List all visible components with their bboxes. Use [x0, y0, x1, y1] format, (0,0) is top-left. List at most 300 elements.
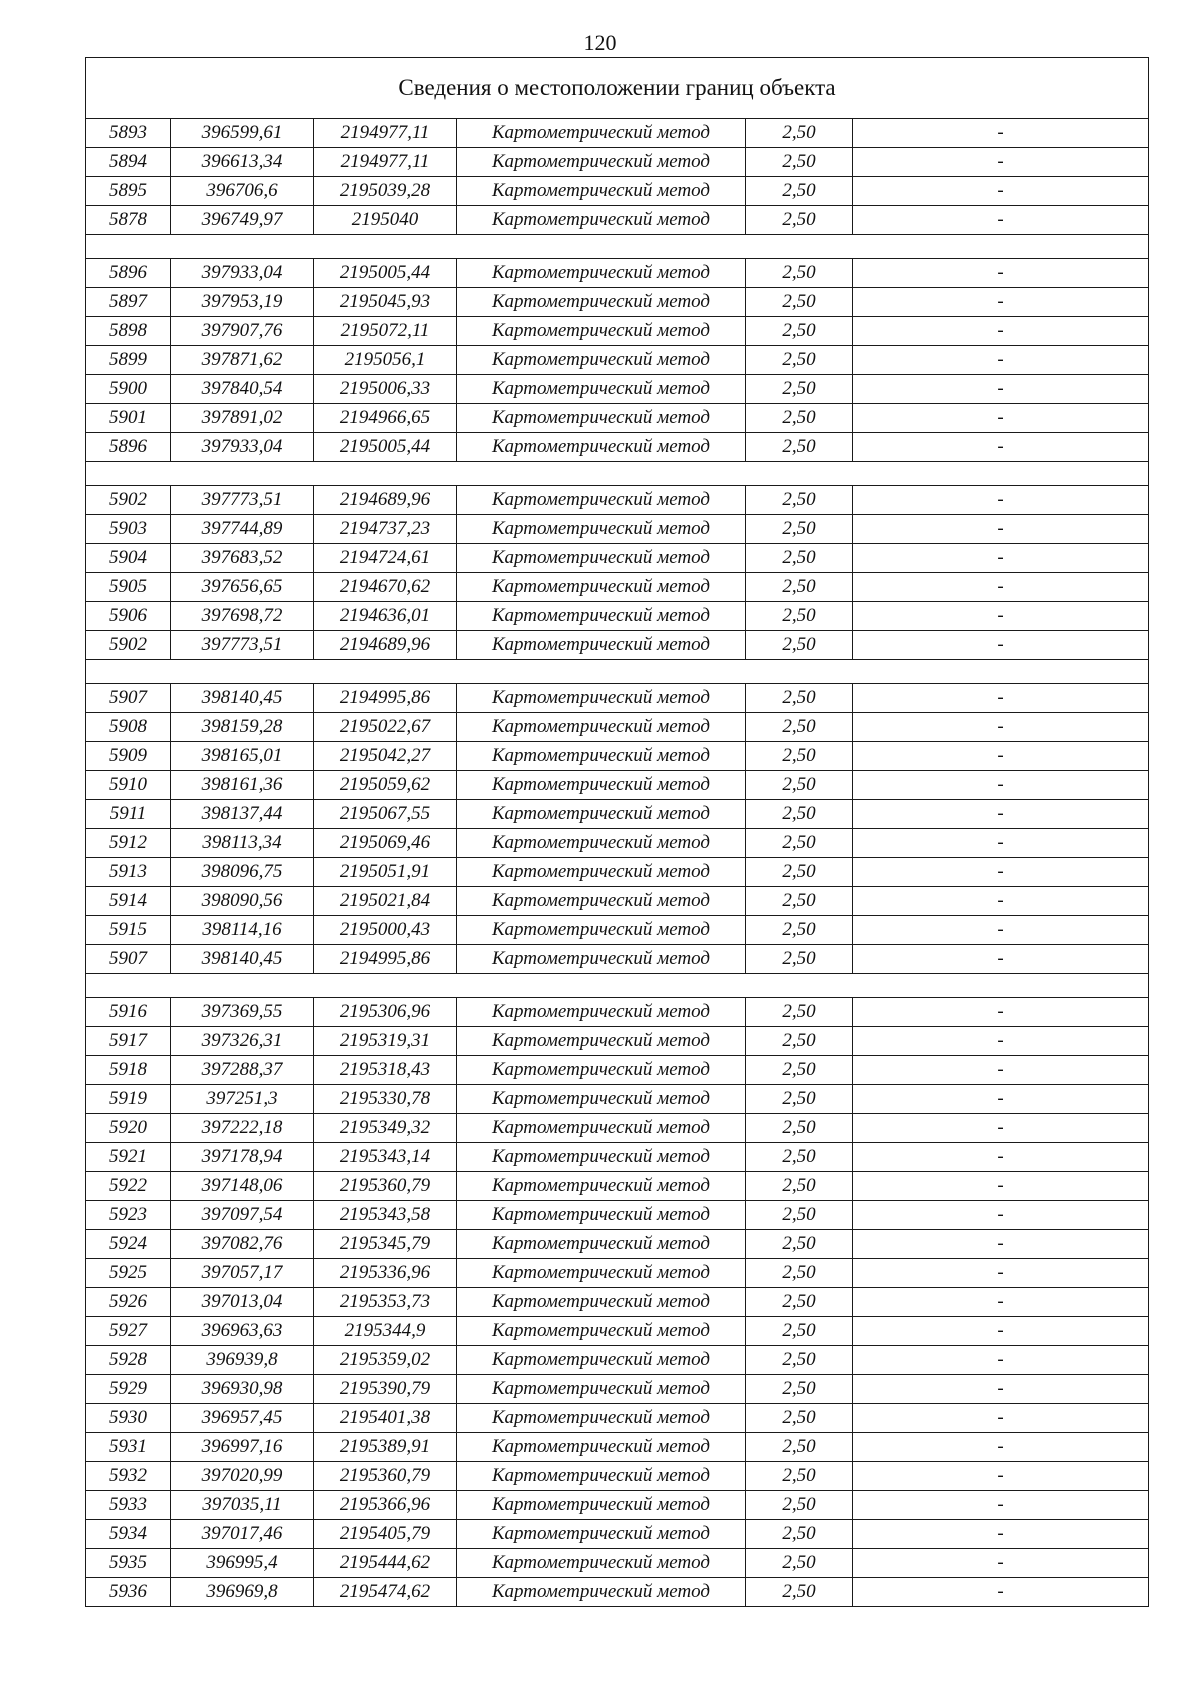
table-row	[86, 1143, 1149, 1172]
table-row	[86, 858, 1149, 887]
page-number: 120	[583, 30, 617, 55]
point-number-cell: 5901	[86, 404, 171, 433]
y-coordinate-cell: 2195343,58	[314, 1201, 457, 1230]
point-number-cell: 5931	[86, 1433, 171, 1462]
x-coordinate-cell: 397057,17	[171, 1259, 314, 1288]
description-cell: -	[853, 317, 1149, 346]
x-coordinate-cell: 398159,28	[171, 713, 314, 742]
description-cell: -	[853, 177, 1149, 206]
description-cell: -	[853, 945, 1149, 974]
method-cell: Картометрический метод	[457, 1317, 746, 1346]
description-cell: -	[853, 544, 1149, 573]
table-row	[86, 1259, 1149, 1288]
y-coordinate-cell: 2194995,86	[314, 684, 457, 713]
table-row	[86, 1375, 1149, 1404]
y-coordinate-cell: 2194689,96	[314, 631, 457, 660]
x-coordinate-cell: 397035,11	[171, 1491, 314, 1520]
point-number-cell: 5912	[86, 829, 171, 858]
x-coordinate-cell: 396706,6	[171, 177, 314, 206]
y-coordinate-cell: 2195390,79	[314, 1375, 457, 1404]
table-title: Сведения о местоположении границ объекта	[86, 58, 1149, 119]
x-coordinate-cell: 397251,3	[171, 1085, 314, 1114]
method-cell: Картометрический метод	[457, 713, 746, 742]
y-coordinate-cell: 2195405,79	[314, 1520, 457, 1549]
accuracy-cell: 2,50	[746, 1172, 853, 1201]
x-coordinate-cell: 396613,34	[171, 148, 314, 177]
method-cell: Картометрический метод	[457, 486, 746, 515]
method-cell: Картометрический метод	[457, 1085, 746, 1114]
y-coordinate-cell: 2195005,44	[314, 259, 457, 288]
table-row	[86, 404, 1149, 433]
description-cell: -	[853, 515, 1149, 544]
table-row	[86, 573, 1149, 602]
accuracy-cell: 2,50	[746, 1027, 853, 1056]
y-coordinate-cell: 2195021,84	[314, 887, 457, 916]
x-coordinate-cell: 396599,61	[171, 119, 314, 148]
point-number-cell: 5919	[86, 1085, 171, 1114]
y-coordinate-cell: 2195000,43	[314, 916, 457, 945]
method-cell: Картометрический метод	[457, 742, 746, 771]
point-number-cell: 5897	[86, 288, 171, 317]
point-number-cell: 5913	[86, 858, 171, 887]
description-cell: -	[853, 1201, 1149, 1230]
point-number-cell: 5922	[86, 1172, 171, 1201]
accuracy-cell: 2,50	[746, 1114, 853, 1143]
table-row	[86, 486, 1149, 515]
x-coordinate-cell: 397698,72	[171, 602, 314, 631]
description-cell: -	[853, 375, 1149, 404]
method-cell: Картометрический метод	[457, 404, 746, 433]
description-cell: -	[853, 602, 1149, 631]
y-coordinate-cell: 2194689,96	[314, 486, 457, 515]
x-coordinate-cell: 397326,31	[171, 1027, 314, 1056]
description-cell: -	[853, 742, 1149, 771]
y-coordinate-cell: 2195005,44	[314, 433, 457, 462]
method-cell: Картометрический метод	[457, 1404, 746, 1433]
point-number-cell: 5878	[86, 206, 171, 235]
method-cell: Картометрический метод	[457, 858, 746, 887]
accuracy-cell: 2,50	[746, 713, 853, 742]
description-cell: -	[853, 998, 1149, 1027]
description-cell: -	[853, 1462, 1149, 1491]
y-coordinate-cell: 2195360,79	[314, 1172, 457, 1201]
contour-separator-cell	[86, 660, 1149, 684]
y-coordinate-cell: 2195343,14	[314, 1143, 457, 1172]
accuracy-cell: 2,50	[746, 1056, 853, 1085]
x-coordinate-cell: 398090,56	[171, 887, 314, 916]
accuracy-cell: 2,50	[746, 998, 853, 1027]
contour-separator-row	[86, 660, 1149, 684]
accuracy-cell: 2,50	[746, 1433, 853, 1462]
description-cell: -	[853, 1230, 1149, 1259]
method-cell: Картометрический метод	[457, 602, 746, 631]
method-cell: Картометрический метод	[457, 1462, 746, 1491]
table-row	[86, 1201, 1149, 1230]
point-number-cell: 5920	[86, 1114, 171, 1143]
point-number-cell: 5917	[86, 1027, 171, 1056]
table-row	[86, 829, 1149, 858]
description-cell: -	[853, 684, 1149, 713]
method-cell: Картометрический метод	[457, 1520, 746, 1549]
method-cell: Картометрический метод	[457, 544, 746, 573]
x-coordinate-cell: 397020,99	[171, 1462, 314, 1491]
point-number-cell: 5923	[86, 1201, 171, 1230]
accuracy-cell: 2,50	[746, 916, 853, 945]
accuracy-cell: 2,50	[746, 858, 853, 887]
y-coordinate-cell: 2194724,61	[314, 544, 457, 573]
description-cell: -	[853, 1172, 1149, 1201]
x-coordinate-cell: 396930,98	[171, 1375, 314, 1404]
x-coordinate-cell: 397178,94	[171, 1143, 314, 1172]
x-coordinate-cell: 397871,62	[171, 346, 314, 375]
point-number-cell: 5906	[86, 602, 171, 631]
accuracy-cell: 2,50	[746, 177, 853, 206]
table-row	[86, 433, 1149, 462]
y-coordinate-cell: 2195042,27	[314, 742, 457, 771]
accuracy-cell: 2,50	[746, 515, 853, 544]
table-row	[86, 1230, 1149, 1259]
point-number-cell: 5911	[86, 800, 171, 829]
table-row	[86, 1317, 1149, 1346]
method-cell: Картометрический метод	[457, 1201, 746, 1230]
description-cell: -	[853, 119, 1149, 148]
description-cell: -	[853, 713, 1149, 742]
table-row	[86, 1172, 1149, 1201]
accuracy-cell: 2,50	[746, 259, 853, 288]
table-row	[86, 544, 1149, 573]
x-coordinate-cell: 397840,54	[171, 375, 314, 404]
table-row	[86, 771, 1149, 800]
description-cell: -	[853, 206, 1149, 235]
x-coordinate-cell: 397907,76	[171, 317, 314, 346]
x-coordinate-cell: 397369,55	[171, 998, 314, 1027]
accuracy-cell: 2,50	[746, 1375, 853, 1404]
x-coordinate-cell: 397933,04	[171, 259, 314, 288]
x-coordinate-cell: 396997,16	[171, 1433, 314, 1462]
table-row	[86, 742, 1149, 771]
point-number-cell: 5936	[86, 1578, 171, 1607]
description-cell: -	[853, 573, 1149, 602]
table-row	[86, 177, 1149, 206]
description-cell: -	[853, 1404, 1149, 1433]
accuracy-cell: 2,50	[746, 887, 853, 916]
y-coordinate-cell: 2195040	[314, 206, 457, 235]
table-row	[86, 259, 1149, 288]
y-coordinate-cell: 2195067,55	[314, 800, 457, 829]
description-cell: -	[853, 1491, 1149, 1520]
y-coordinate-cell: 2195022,67	[314, 713, 457, 742]
point-number-cell: 5902	[86, 631, 171, 660]
accuracy-cell: 2,50	[746, 317, 853, 346]
description-cell: -	[853, 1317, 1149, 1346]
description-cell: -	[853, 1346, 1149, 1375]
x-coordinate-cell: 397017,46	[171, 1520, 314, 1549]
table-row	[86, 1346, 1149, 1375]
table-row	[86, 916, 1149, 945]
x-coordinate-cell: 398165,01	[171, 742, 314, 771]
description-cell: -	[853, 259, 1149, 288]
description-cell: -	[853, 887, 1149, 916]
table-title-row	[86, 58, 1149, 119]
point-number-cell: 5907	[86, 684, 171, 713]
point-number-cell: 5896	[86, 259, 171, 288]
table-row	[86, 800, 1149, 829]
accuracy-cell: 2,50	[746, 544, 853, 573]
method-cell: Картометрический метод	[457, 1288, 746, 1317]
x-coordinate-cell: 397891,02	[171, 404, 314, 433]
table-row	[86, 1520, 1149, 1549]
table-row	[86, 375, 1149, 404]
table-row	[86, 1433, 1149, 1462]
method-cell: Картометрический метод	[457, 1114, 746, 1143]
method-cell: Картометрический метод	[457, 631, 746, 660]
x-coordinate-cell: 398114,16	[171, 916, 314, 945]
accuracy-cell: 2,50	[746, 1520, 853, 1549]
description-cell: -	[853, 1433, 1149, 1462]
accuracy-cell: 2,50	[746, 1288, 853, 1317]
table-row	[86, 1085, 1149, 1114]
point-number-cell: 5894	[86, 148, 171, 177]
accuracy-cell: 2,50	[746, 1317, 853, 1346]
point-number-cell: 5893	[86, 119, 171, 148]
description-cell: -	[853, 346, 1149, 375]
point-number-cell: 5910	[86, 771, 171, 800]
accuracy-cell: 2,50	[746, 375, 853, 404]
x-coordinate-cell: 397773,51	[171, 486, 314, 515]
table-row	[86, 887, 1149, 916]
y-coordinate-cell: 2194995,86	[314, 945, 457, 974]
x-coordinate-cell: 398137,44	[171, 800, 314, 829]
y-coordinate-cell: 2195401,38	[314, 1404, 457, 1433]
method-cell: Картометрический метод	[457, 206, 746, 235]
table-row	[86, 1288, 1149, 1317]
table-row	[86, 998, 1149, 1027]
method-cell: Картометрический метод	[457, 1259, 746, 1288]
accuracy-cell: 2,50	[746, 433, 853, 462]
description-cell: -	[853, 829, 1149, 858]
description-cell: -	[853, 433, 1149, 462]
x-coordinate-cell: 397148,06	[171, 1172, 314, 1201]
accuracy-cell: 2,50	[746, 119, 853, 148]
x-coordinate-cell: 398161,36	[171, 771, 314, 800]
method-cell: Картометрический метод	[457, 573, 746, 602]
description-cell: -	[853, 800, 1149, 829]
method-cell: Картометрический метод	[457, 684, 746, 713]
accuracy-cell: 2,50	[746, 602, 853, 631]
method-cell: Картометрический метод	[457, 1549, 746, 1578]
accuracy-cell: 2,50	[746, 1201, 853, 1230]
contour-separator-cell	[86, 462, 1149, 486]
y-coordinate-cell: 2195051,91	[314, 858, 457, 887]
x-coordinate-cell: 398113,34	[171, 829, 314, 858]
description-cell: -	[853, 288, 1149, 317]
x-coordinate-cell: 398140,45	[171, 945, 314, 974]
point-number-cell: 5924	[86, 1230, 171, 1259]
x-coordinate-cell: 397288,37	[171, 1056, 314, 1085]
table-row	[86, 148, 1149, 177]
table-row	[86, 317, 1149, 346]
y-coordinate-cell: 2195045,93	[314, 288, 457, 317]
description-cell: -	[853, 1085, 1149, 1114]
description-cell: -	[853, 771, 1149, 800]
x-coordinate-cell: 396995,4	[171, 1549, 314, 1578]
table-row	[86, 1027, 1149, 1056]
x-coordinate-cell: 396969,8	[171, 1578, 314, 1607]
point-number-cell: 5899	[86, 346, 171, 375]
x-coordinate-cell: 397222,18	[171, 1114, 314, 1143]
y-coordinate-cell: 2195072,11	[314, 317, 457, 346]
accuracy-cell: 2,50	[746, 800, 853, 829]
point-number-cell: 5933	[86, 1491, 171, 1520]
table-row	[86, 945, 1149, 974]
table-row	[86, 713, 1149, 742]
y-coordinate-cell: 2195059,62	[314, 771, 457, 800]
x-coordinate-cell: 397933,04	[171, 433, 314, 462]
accuracy-cell: 2,50	[746, 1143, 853, 1172]
table-row	[86, 602, 1149, 631]
method-cell: Картометрический метод	[457, 916, 746, 945]
description-cell: -	[853, 1520, 1149, 1549]
method-cell: Картометрический метод	[457, 1433, 746, 1462]
table-row	[86, 684, 1149, 713]
accuracy-cell: 2,50	[746, 1085, 853, 1114]
point-number-cell: 5925	[86, 1259, 171, 1288]
table-row	[86, 1462, 1149, 1491]
accuracy-cell: 2,50	[746, 486, 853, 515]
x-coordinate-cell: 397773,51	[171, 631, 314, 660]
description-cell: -	[853, 1549, 1149, 1578]
description-cell: -	[853, 1259, 1149, 1288]
contour-separator-cell	[86, 235, 1149, 259]
y-coordinate-cell: 2194737,23	[314, 515, 457, 544]
table-row	[86, 515, 1149, 544]
y-coordinate-cell: 2195349,32	[314, 1114, 457, 1143]
method-cell: Картометрический метод	[457, 288, 746, 317]
point-number-cell: 5928	[86, 1346, 171, 1375]
description-cell: -	[853, 1056, 1149, 1085]
method-cell: Картометрический метод	[457, 1056, 746, 1085]
y-coordinate-cell: 2195318,43	[314, 1056, 457, 1085]
accuracy-cell: 2,50	[746, 573, 853, 602]
method-cell: Картометрический метод	[457, 800, 746, 829]
accuracy-cell: 2,50	[746, 1578, 853, 1607]
y-coordinate-cell: 2195306,96	[314, 998, 457, 1027]
x-coordinate-cell: 397082,76	[171, 1230, 314, 1259]
accuracy-cell: 2,50	[746, 1462, 853, 1491]
point-number-cell: 5929	[86, 1375, 171, 1404]
accuracy-cell: 2,50	[746, 1491, 853, 1520]
point-number-cell: 5927	[86, 1317, 171, 1346]
y-coordinate-cell: 2195366,96	[314, 1491, 457, 1520]
accuracy-cell: 2,50	[746, 148, 853, 177]
point-number-cell: 5907	[86, 945, 171, 974]
accuracy-cell: 2,50	[746, 206, 853, 235]
x-coordinate-cell: 397744,89	[171, 515, 314, 544]
method-cell: Картометрический метод	[457, 1491, 746, 1520]
contour-separator-cell	[86, 974, 1149, 998]
y-coordinate-cell: 2195389,91	[314, 1433, 457, 1462]
x-coordinate-cell: 397656,65	[171, 573, 314, 602]
y-coordinate-cell: 2194670,62	[314, 573, 457, 602]
method-cell: Картометрический метод	[457, 1172, 746, 1201]
point-number-cell: 5934	[86, 1520, 171, 1549]
x-coordinate-cell: 396957,45	[171, 1404, 314, 1433]
y-coordinate-cell: 2195006,33	[314, 375, 457, 404]
method-cell: Картометрический метод	[457, 433, 746, 462]
method-cell: Картометрический метод	[457, 771, 746, 800]
description-cell: -	[853, 148, 1149, 177]
table-row	[86, 288, 1149, 317]
accuracy-cell: 2,50	[746, 1259, 853, 1288]
point-number-cell: 5932	[86, 1462, 171, 1491]
y-coordinate-cell: 2195360,79	[314, 1462, 457, 1491]
method-cell: Картометрический метод	[457, 1143, 746, 1172]
contour-separator-row	[86, 235, 1149, 259]
description-cell: -	[853, 1375, 1149, 1404]
description-cell: -	[853, 631, 1149, 660]
method-cell: Картометрический метод	[457, 317, 746, 346]
y-coordinate-cell: 2194636,01	[314, 602, 457, 631]
point-number-cell: 5930	[86, 1404, 171, 1433]
point-number-cell: 5916	[86, 998, 171, 1027]
point-number-cell: 5904	[86, 544, 171, 573]
x-coordinate-cell: 396963,63	[171, 1317, 314, 1346]
description-cell: -	[853, 1027, 1149, 1056]
x-coordinate-cell: 397953,19	[171, 288, 314, 317]
description-cell: -	[853, 486, 1149, 515]
table-row	[86, 1578, 1149, 1607]
method-cell: Картометрический метод	[457, 177, 746, 206]
contour-separator-row	[86, 974, 1149, 998]
method-cell: Картометрический метод	[457, 1375, 746, 1404]
method-cell: Картометрический метод	[457, 1346, 746, 1375]
point-number-cell: 5905	[86, 573, 171, 602]
table-row	[86, 346, 1149, 375]
y-coordinate-cell: 2194977,11	[314, 119, 457, 148]
point-number-cell: 5903	[86, 515, 171, 544]
description-cell: -	[853, 858, 1149, 887]
point-number-cell: 5898	[86, 317, 171, 346]
method-cell: Картометрический метод	[457, 119, 746, 148]
x-coordinate-cell: 397097,54	[171, 1201, 314, 1230]
x-coordinate-cell: 396939,8	[171, 1346, 314, 1375]
x-coordinate-cell: 397013,04	[171, 1288, 314, 1317]
x-coordinate-cell: 396749,97	[171, 206, 314, 235]
description-cell: -	[853, 404, 1149, 433]
point-number-cell: 5896	[86, 433, 171, 462]
x-coordinate-cell: 398140,45	[171, 684, 314, 713]
y-coordinate-cell: 2195056,1	[314, 346, 457, 375]
method-cell: Картометрический метод	[457, 945, 746, 974]
accuracy-cell: 2,50	[746, 771, 853, 800]
y-coordinate-cell: 2194966,65	[314, 404, 457, 433]
y-coordinate-cell: 2194977,11	[314, 148, 457, 177]
point-number-cell: 5902	[86, 486, 171, 515]
accuracy-cell: 2,50	[746, 1346, 853, 1375]
table-row	[86, 1404, 1149, 1433]
table-row	[86, 1114, 1149, 1143]
y-coordinate-cell: 2195336,96	[314, 1259, 457, 1288]
point-number-cell: 5918	[86, 1056, 171, 1085]
accuracy-cell: 2,50	[746, 288, 853, 317]
table-row	[86, 206, 1149, 235]
table-row	[86, 1056, 1149, 1085]
y-coordinate-cell: 2195345,79	[314, 1230, 457, 1259]
y-coordinate-cell: 2195353,73	[314, 1288, 457, 1317]
point-number-cell: 5900	[86, 375, 171, 404]
method-cell: Картометрический метод	[457, 1578, 746, 1607]
method-cell: Картометрический метод	[457, 515, 746, 544]
